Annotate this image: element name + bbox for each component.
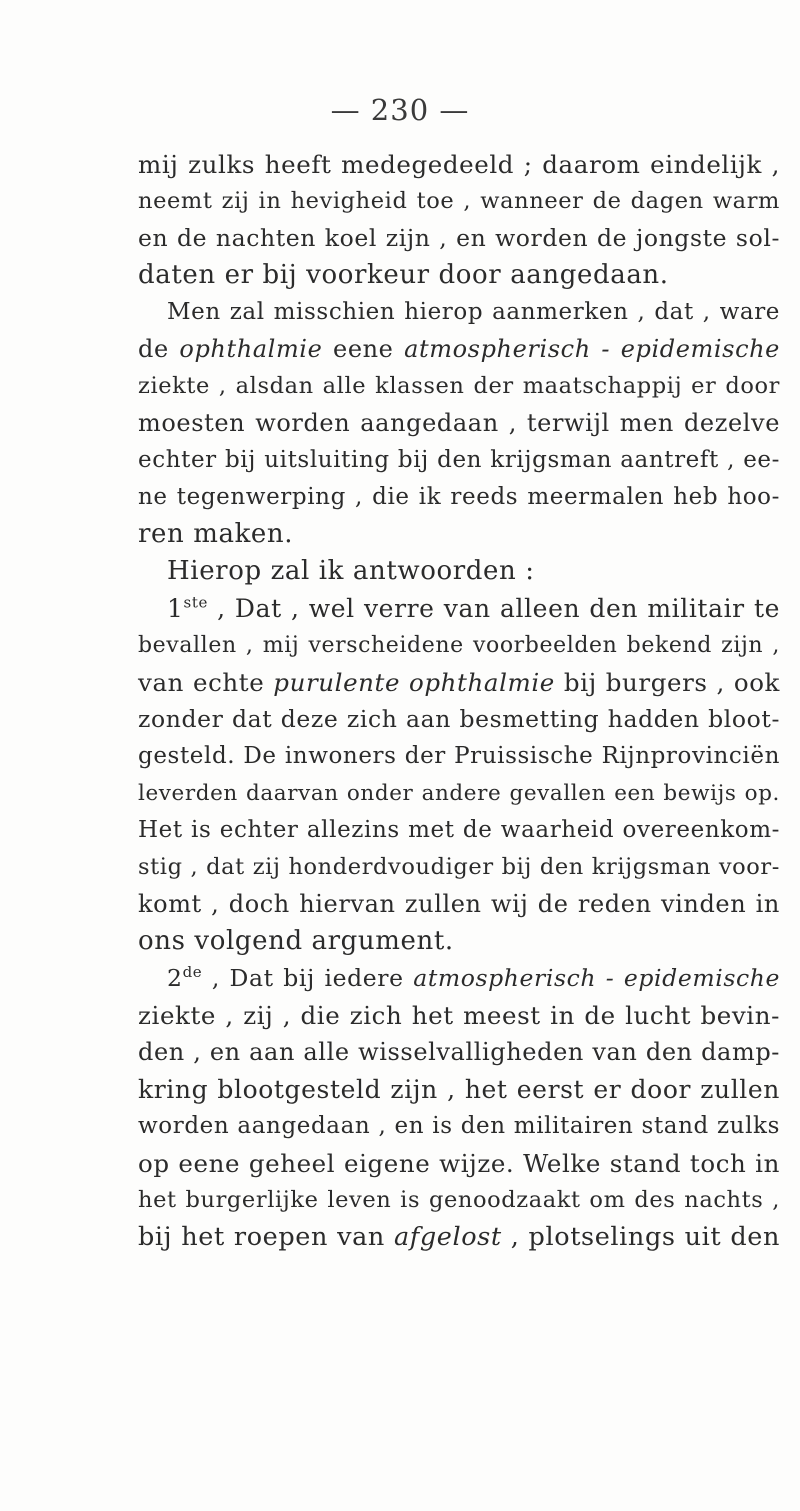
text-line: stig , dat zij honderdvoudiger bij den krijgsman voor- <box>138 854 780 880</box>
text-line: ziekte , alsdan alle klassen der maatschappij er door <box>138 373 780 399</box>
text-line <box>138 1219 780 1256</box>
text-line: neemt zij in hevigheid toe , wanneer de dagen warm <box>138 188 780 214</box>
text-line: gesteld. De inwoners der Pruissische Rijnprovinciën <box>138 743 780 769</box>
text-line: Men zal misschien hierop aanmerken , dat , ware <box>167 299 780 325</box>
text-line: kring blootgesteld zijn , het eerst er door zullen <box>138 1075 780 1104</box>
italic-term: atmospherisch - epidemische <box>404 335 780 363</box>
italic-term: ophthalmie <box>179 335 323 363</box>
text-line <box>138 331 780 368</box>
text-line: den , en aan alle wisselvalligheden van den damp- <box>138 1038 780 1066</box>
text-line: op eene geheel eigene wijze. Welke stand toch in <box>138 1149 780 1178</box>
text-line: en de nachten koel zijn , en worden de jongste sol- <box>138 224 780 252</box>
text-line: mij zulks heeft medegedeeld ; daarom eindelijk , <box>138 150 780 179</box>
text-line <box>138 590 780 627</box>
text-run: , Dat , wel verre van alleen den militair te <box>207 594 780 623</box>
text-run: bij het roepen van <box>138 1222 394 1252</box>
text-run: van echte <box>138 668 274 697</box>
text-line: leverden daarvan onder andere gevallen een bewijs op. <box>138 781 780 806</box>
text-run: , plotselings uit den <box>501 1222 780 1252</box>
text-line: ons volgend argument. <box>138 926 454 956</box>
italic-term: afgelost <box>393 1222 502 1252</box>
text-line: worden aangedaan , en is den militairen stand zulks <box>138 1113 780 1139</box>
text-line: komt , doch hiervan zullen wij de reden vinden in <box>138 890 780 918</box>
text-line <box>138 664 780 701</box>
italic-term: atmospherisch - epidemische <box>413 964 780 992</box>
body-text <box>138 146 780 1256</box>
text-line: echter bij uitsluiting bij den krijgsman aantreft , ee- <box>138 447 780 473</box>
text-line: ne tegenwerping , die ik reeds meermalen heb hoo- <box>138 484 780 510</box>
text-line: ziekte , zij , die zich het meest in de lucht bevin- <box>138 1001 780 1030</box>
text-line <box>138 960 780 997</box>
text-run: 1 <box>167 594 184 623</box>
page-number: — 230 — <box>330 93 470 127</box>
text-line: ren maken. <box>138 519 294 549</box>
text-line: daten er bij voorkeur door aangedaan. <box>138 260 669 290</box>
text-line: bevallen , mij verscheidene voorbeelden bekend zijn , <box>138 633 780 658</box>
italic-term: purulente ophthalmie <box>273 668 555 697</box>
text-run: bij burgers , ook <box>554 668 781 697</box>
text-line: Het is echter allezins met de waarheid overeenkom- <box>138 817 780 843</box>
text-run: 2 <box>167 964 183 992</box>
text-run: , Dat bij iedere <box>202 964 414 992</box>
text-line: zonder dat deze zich aan besmetting hadden bloot- <box>138 705 780 733</box>
text-line: moesten worden aangedaan , terwijl men dezelve <box>138 409 780 437</box>
text-run: de <box>138 335 180 363</box>
ordinal-suffix: de <box>182 963 203 982</box>
ordinal-suffix: ste <box>183 593 208 612</box>
text-run: eene <box>322 335 405 363</box>
text-line: het burgerlijke leven is genoodzaakt om des nachts , <box>138 1187 780 1213</box>
text-line: Hierop zal ik antwoorden : <box>167 556 535 586</box>
